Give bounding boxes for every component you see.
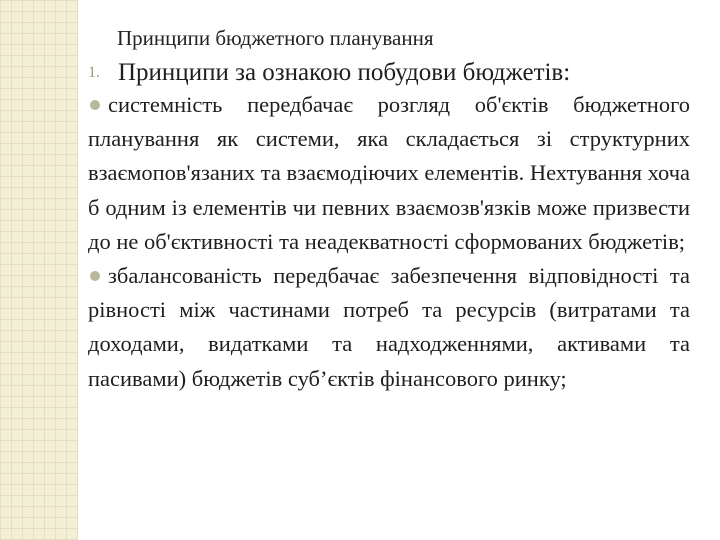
bullet-list bbox=[88, 88, 690, 396]
numbered-heading bbox=[88, 57, 693, 89]
numbered-heading-text: Принципи за ознакою побудови бюджетів: bbox=[118, 59, 571, 86]
bullet-text: системність передбачає розгляд об'єктів бюджетного планування як системи, яка складається зі структурних взаємопов'язаних та взаємодіючих елементів. Нехтування хоча б одним із елементів чи певних взаємозв'язків може призвести до не об'єктивності та неадекватності сформованих бюджетів; bbox=[88, 92, 690, 254]
bullet-item-zbalansovanist bbox=[88, 259, 690, 396]
bullet-icon bbox=[90, 100, 100, 110]
slide-title: Принципи бюджетного планування bbox=[117, 26, 434, 50]
decorative-side-band bbox=[0, 0, 78, 540]
bullet-icon bbox=[90, 271, 100, 281]
bullet-item-systemnist bbox=[88, 88, 690, 259]
list-number: 1. bbox=[88, 64, 100, 81]
bullet-text: збалансованість передбачає забезпечення відповідності та рівності між частинами потреб та ресурсів (витратами та доходами, видатками та надходженнями, активами та пасивами) бюджетів суб’єктів фінансового ринку; bbox=[88, 263, 690, 391]
